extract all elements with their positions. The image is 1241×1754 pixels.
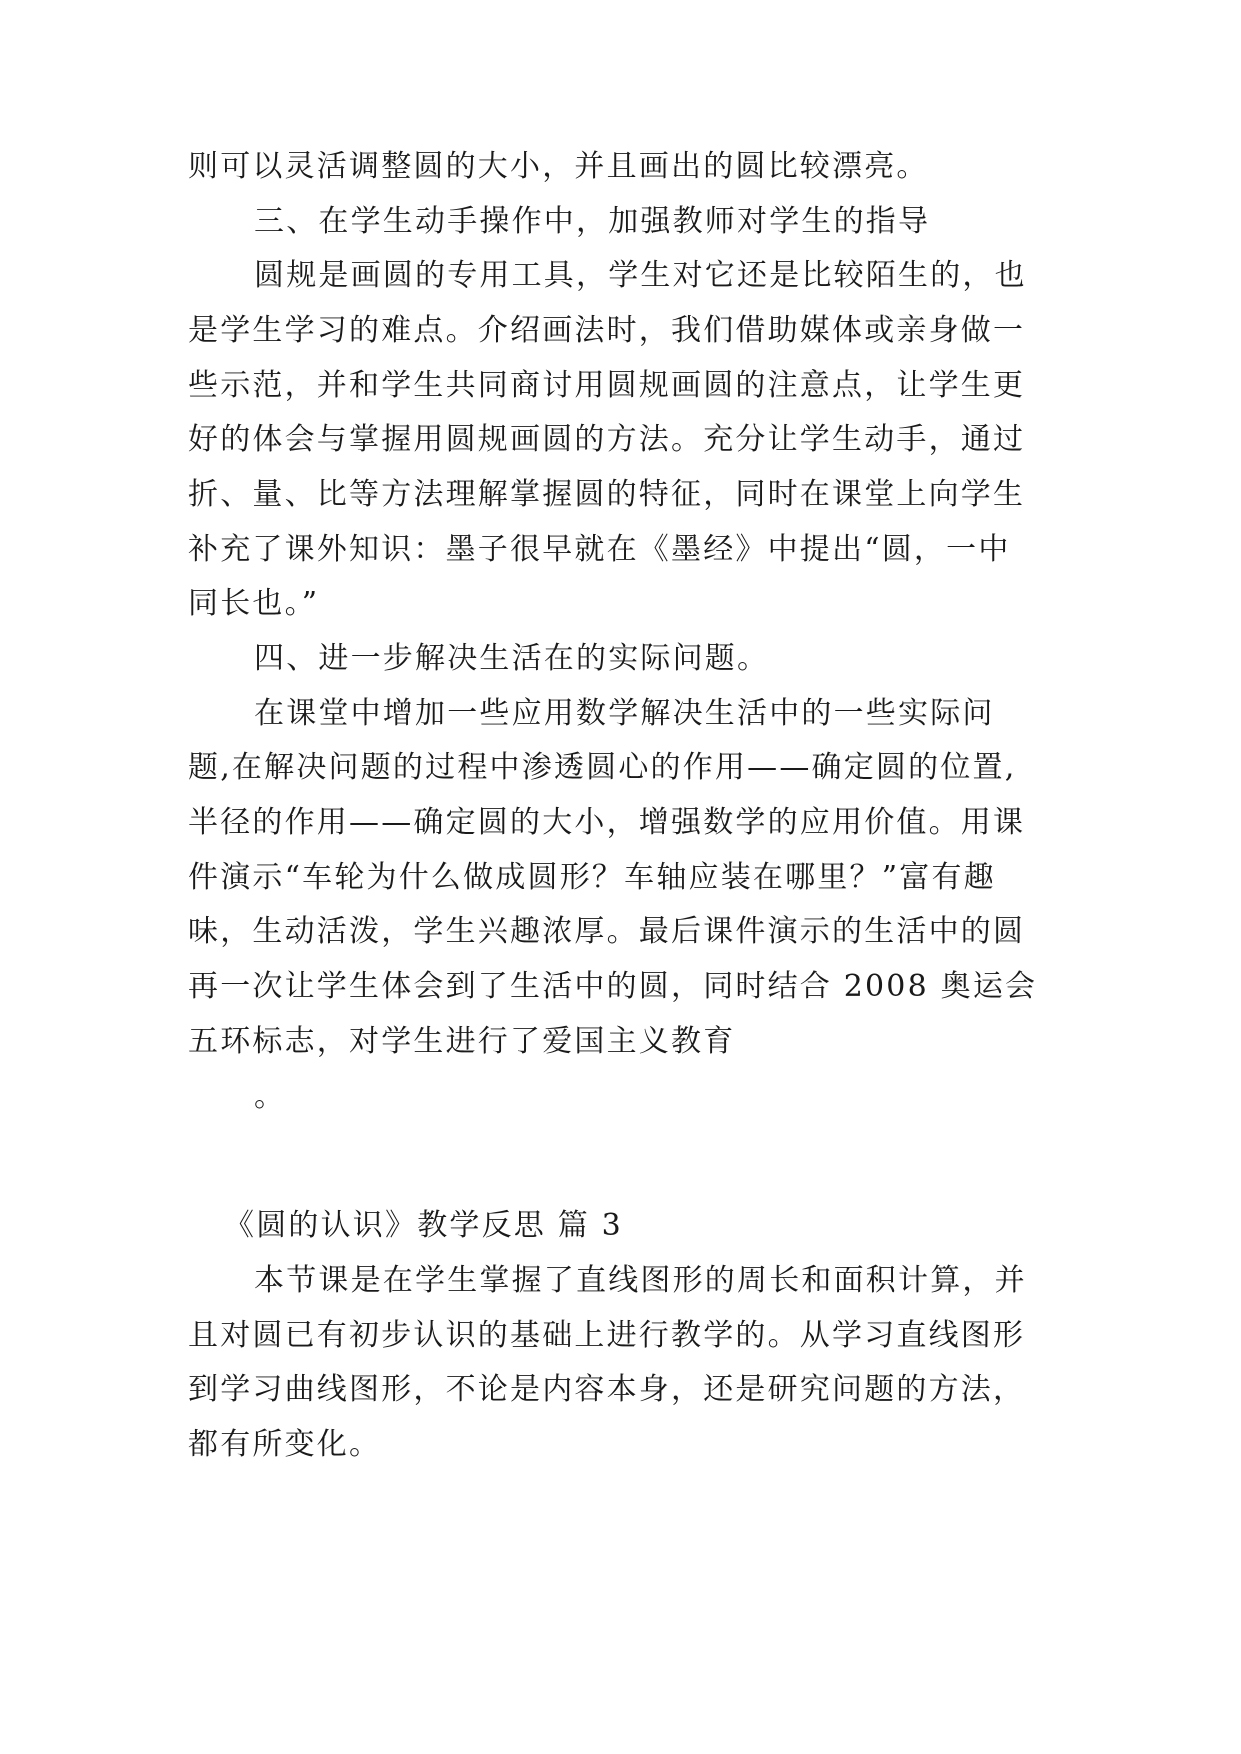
paragraph-line: 些示范，并和学生共同商讨用圆规画圆的注意点，让学生更 — [188, 368, 1026, 403]
paragraph-line: 五环标志，对学生进行了爱国主义教育 — [188, 1024, 736, 1059]
paragraph-line: 是学生学习的难点。介绍画法时，我们借助媒体或亲身做一 — [188, 313, 1026, 348]
paragraph-line: 。 — [254, 1079, 287, 1114]
paragraph-line: 则可以灵活调整圆的大小，并且画出的圆比较漂亮。 — [188, 149, 929, 184]
paragraph-line: 本节课是在学生掌握了直线图形的周长和面积计算，并 — [254, 1263, 1027, 1298]
paragraph-line: 在课堂中增加一些应用数学解决生活中的一些实际问 — [254, 696, 995, 731]
paragraph-line: 同长也。” — [188, 586, 320, 621]
paragraph-line: 都有所变化。 — [188, 1427, 382, 1462]
paragraph-line: 好的体会与掌握用圆规画圆的方法。充分让学生动手，通过 — [188, 422, 1026, 457]
article-title: 《圆的认识》教学反思 篇 3 — [224, 1208, 623, 1243]
section-heading-3: 三、在学生动手操作中，加强教师对学生的指导 — [254, 204, 931, 239]
paragraph-line: 题,在解决问题的过程中渗透圆心的作用——确定圆的位置, — [188, 750, 1017, 785]
paragraph-line: 折、量、比等方法理解掌握圆的特征，同时在课堂上向学生 — [188, 477, 1026, 512]
paragraph-line: 且对圆已有初步认识的基础上进行教学的。从学习直线图形 — [188, 1318, 1026, 1353]
paragraph-line: 到学习曲线图形，不论是内容本身，还是研究问题的方法， — [188, 1372, 1026, 1407]
section-heading-4: 四、进一步解决生活在的实际问题。 — [254, 641, 770, 676]
paragraph-line: 味，生动活泼，学生兴趣浓厚。最后课件演示的生活中的圆 — [188, 914, 1026, 949]
paragraph-line: 圆规是画圆的专用工具，学生对它还是比较陌生的，也 — [254, 258, 1027, 293]
paragraph-line: 再一次让学生体会到了生活中的圆，同时结合 2008 奥运会 — [188, 969, 1038, 1004]
paragraph-line: 补充了课外知识：墨子很早就在《墨经》中提出“圆，一中 — [188, 532, 1011, 567]
paragraph-line: 半径的作用——确定圆的大小，增强数学的应用价值。用课 — [188, 805, 1026, 840]
paragraph-line: 件演示“车轮为什么做成圆形？车轴应装在哪里？”富有趣 — [188, 860, 996, 895]
